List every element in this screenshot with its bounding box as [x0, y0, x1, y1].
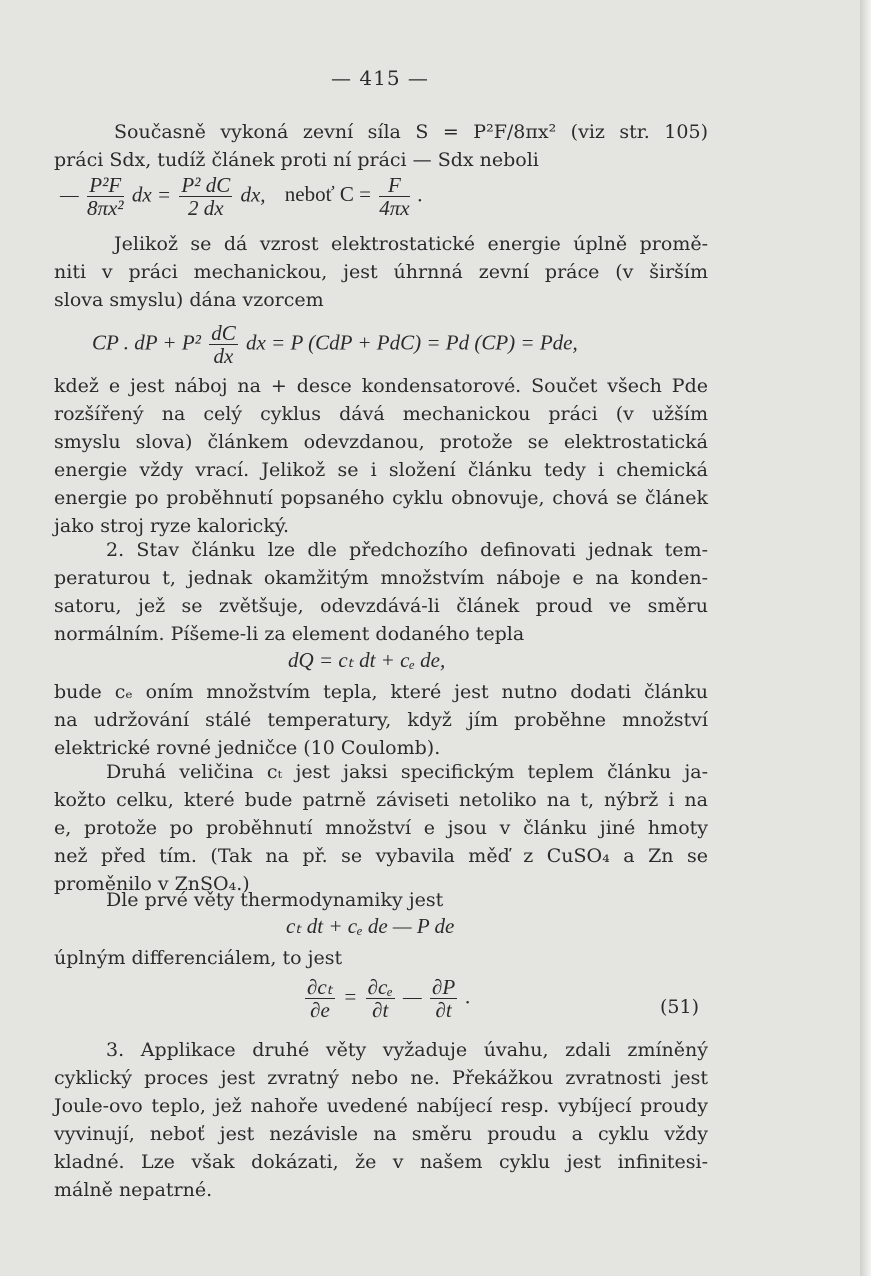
text-line: normálním. Píšeme-li za element dodaného tepla — [54, 623, 525, 645]
text-line: satoru, jež se zvětšuje, odevzdává-li článek proud ve směru — [54, 595, 708, 617]
numerator: ∂P — [431, 975, 456, 999]
numerator: ∂cₑ — [367, 975, 393, 999]
paragraph-7 — [54, 886, 708, 914]
text-line: vyvinují, neboť jest nezávisle na směru proudu a cyklu vždy — [54, 1123, 708, 1145]
denominator: 2 dx — [187, 196, 224, 220]
page-number: — 415 — — [331, 66, 429, 90]
fraction — [379, 174, 409, 219]
text-line: úplným differenciálem, to jest — [54, 947, 343, 969]
paragraph-8 — [54, 944, 708, 972]
text-line: peraturou t, jednak okamžitým množstvím náboje e na konden- — [54, 567, 708, 589]
eq-term: . — [417, 182, 424, 207]
eq-term: neboť C = — [284, 182, 371, 207]
fraction — [305, 976, 335, 1021]
text-line: Jelikož se dá vzrost elektrostatické energie úplně promě- — [114, 233, 708, 255]
text-line: než před tím. (Tak na př. se vybavila měď z CuSO₄ a Zn se — [54, 845, 708, 867]
text-line: cyklický proces jest zvratný nebo ne. Překážkou zvratnosti jest — [54, 1067, 708, 1089]
text-line: kdež e jest náboj na + desce kondensatorové. Součet všech Pde — [54, 375, 708, 397]
numerator: ∂cₜ — [307, 975, 333, 999]
eq-term: — — [403, 984, 422, 1009]
denominator: 4πx — [379, 196, 410, 220]
text-line: bude cₑ oním množstvím tepla, které jest nutno dodati článku — [54, 681, 708, 703]
equation-5 — [302, 976, 471, 1021]
eq-term: . — [465, 984, 471, 1009]
page-edge — [860, 0, 871, 1276]
text-line: Druhá veličina cₜ jest jaksi specifickým teplem článku ja- — [106, 761, 708, 783]
paragraph-3 — [54, 372, 708, 540]
text-line: Současně vykoná zevní síla S = P²F/8πx² (viz str. 105) — [114, 121, 708, 143]
text-line: energie po proběhnutí popsaného cyklu obnovuje, chová se článek — [54, 487, 708, 509]
numerator: F — [379, 174, 409, 197]
text-line: energie vždy vrací. Jelikož se i složení článku tedy i chemická — [54, 459, 708, 481]
paragraph-5 — [54, 678, 708, 762]
numerator: dC — [211, 321, 236, 345]
denominator: 8πx² — [86, 196, 124, 220]
denominator: ∂t — [372, 998, 389, 1022]
eq-term: CP . dP + P² — [92, 330, 201, 355]
paragraph-9 — [54, 1036, 708, 1204]
text-line: 2. Stav článku lze dle předchozího definovati jednak tem- — [106, 539, 708, 561]
equation-3: dQ = cₜ dt + cₑ de, — [288, 648, 446, 672]
fraction — [209, 322, 238, 367]
text-line: práci Sdx, tudíž článek proti ní práci — Sdx neboli — [54, 149, 539, 171]
text-line: Joule-ovo teplo, jež nahoře uvedené nabíjecí resp. vybíjecí proudy — [54, 1095, 708, 1117]
text-line: elektrické rovné jedničce (10 Coulomb). — [54, 737, 441, 759]
denominator: ∂t — [435, 998, 452, 1022]
equation-number: (51) — [660, 996, 700, 1018]
text-line: niti v práci mechanickou, jest úhrnná zevní práce (v širším — [54, 261, 708, 283]
text-line: smyslu slova) článkem odevzdanou, protože se elektrostatická — [54, 431, 708, 453]
paragraph-6 — [54, 758, 708, 898]
eq-term: dx = — [131, 182, 172, 207]
text-line: kožto celku, které bude patrně záviseti netoliko na t, nýbrž i na — [54, 789, 708, 811]
paragraph-4 — [54, 536, 708, 648]
numerator: P²F — [87, 174, 124, 197]
text-line: málně nepatrné. — [54, 1179, 213, 1201]
text-line: e, protože po proběhnutí množství e jsou v článku jiné hmoty — [54, 817, 708, 839]
text-line: slova smyslu) dána vzorcem — [54, 289, 324, 311]
eq-term: dx = P (CdP + PdC) = Pd (CP) = Pde, — [245, 330, 578, 355]
fraction — [366, 976, 395, 1021]
eq-term: dx, — [240, 182, 266, 207]
equation-2 — [92, 322, 578, 367]
text-line: proměnilo v ZnSO₄.) — [54, 873, 250, 895]
denominator: ∂e — [310, 998, 330, 1022]
denominator: dx — [213, 344, 234, 368]
equation-1 — [60, 174, 423, 219]
fraction — [87, 174, 124, 219]
equation-4: cₜ dt + cₑ de — P de — [286, 914, 455, 938]
paragraph-1 — [54, 118, 708, 174]
text-line: rozšířený na celý cyklus dává mechanickou práci (v užším — [54, 403, 708, 425]
text-line: na udržování stálé temperatury, když jím proběhne množství — [54, 709, 708, 731]
text-line: 3. Applikace druhé věty vyžaduje úvahu, zdali zmíněný — [106, 1039, 708, 1061]
text-line: Dle prvé věty thermodynamiky jest — [106, 889, 444, 911]
eq-minus: — — [60, 182, 79, 207]
eq-term: = — [343, 984, 358, 1009]
paragraph-2 — [54, 230, 708, 314]
text-line: jako stroj ryze kalorický. — [54, 515, 290, 537]
fraction — [430, 976, 457, 1021]
fraction — [179, 174, 232, 219]
numerator: P² dC — [181, 173, 231, 197]
text-line: kladné. Lze však dokázati, že v našem cyklu jest infinitesi- — [54, 1151, 708, 1173]
